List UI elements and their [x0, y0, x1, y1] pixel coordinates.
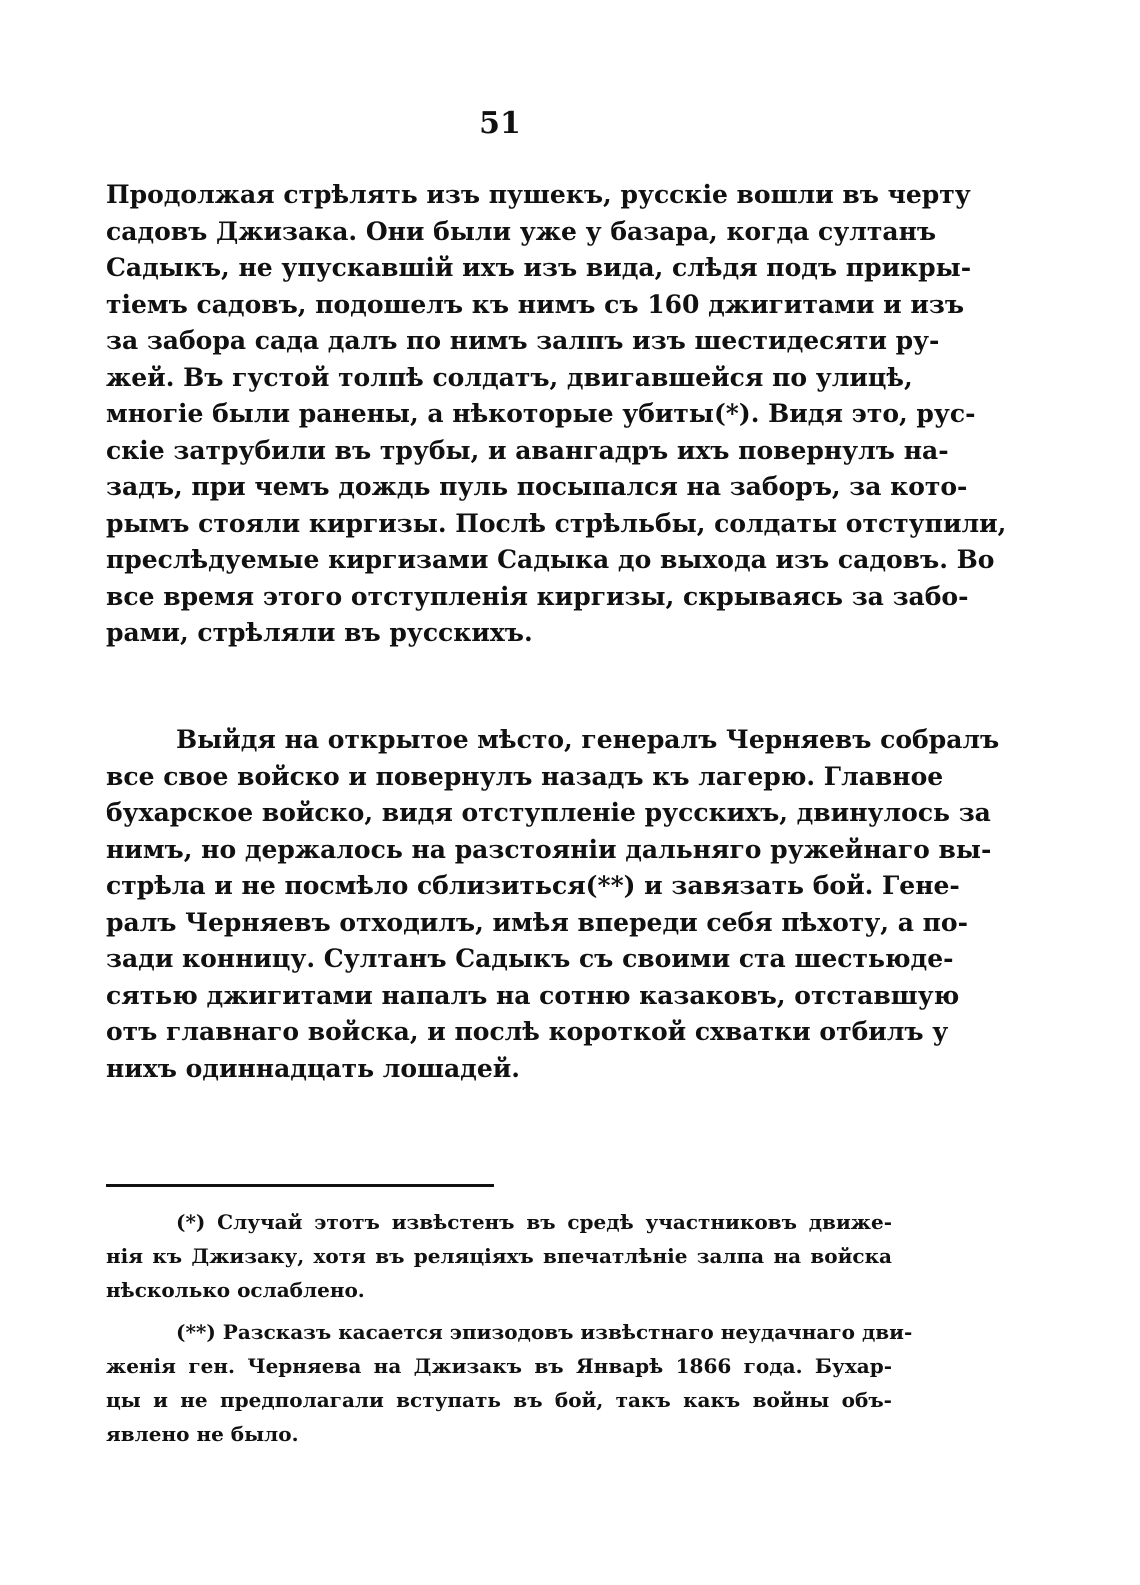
footnote-line: (*) Случай этотъ извѣстенъ въ средѣ участниковъ движе- — [176, 1210, 892, 1234]
text-line: сятью джигитами напалъ на сотню казаковъ, отставшую — [106, 980, 960, 1010]
footnote-line: нія къ Джизаку, хотя въ реляціяхъ впечатлѣніе залпа на войска — [106, 1244, 892, 1268]
footnote-line: (**) Разсказъ касается эпизодовъ извѣстнаго неудачнаго дви- — [176, 1320, 913, 1344]
text-line: Выйдя на открытое мѣсто, генералъ Черняевъ собралъ — [176, 725, 1000, 754]
text-line: жей. Въ густой толпѣ солдатъ, двигавшейся по улицѣ, — [106, 362, 913, 392]
paragraph-1 — [106, 177, 1007, 652]
footnote-divider — [106, 1184, 494, 1187]
text-line: зади конницу. Султанъ Садыкъ съ своими ста шестьюде- — [106, 944, 954, 973]
text-line: нихъ одиннадцать лошадей. — [106, 1053, 520, 1083]
text-line: ралъ Черняевъ отходилъ, имѣя впереди себя пѣхоту, а по- — [106, 907, 968, 937]
text-line: садовъ Джизака. Они были уже у базара, когда султанъ — [106, 216, 937, 246]
text-line: рымъ стояли киргизы. Послѣ стрѣльбы, солдаты отступили, — [106, 508, 1007, 538]
footnote-line: женія ген. Черняева на Джизакъ въ Январѣ 1866 года. Бухар- — [106, 1354, 892, 1378]
text-line: отъ главнаго войска, и послѣ короткой схватки отбилъ у — [106, 1017, 949, 1046]
footnote-line: явлено не было. — [106, 1422, 299, 1446]
text-line: задъ, при чемъ дождь пуль посыпался на заборъ, за кото- — [106, 472, 968, 501]
text-line: скіе затрубили въ трубы, и авангадръ ихъ повернулъ на- — [106, 435, 949, 465]
footnote-2 — [106, 1315, 913, 1451]
text-line: многіе были ранены, а нѣкоторые убиты(*). Видя это, рус- — [106, 399, 976, 428]
text-line: стрѣла и не посмѣло сблизиться(**) и завязать бой. Гене- — [106, 871, 960, 900]
text-line: рами, стрѣляли въ русскихъ. — [106, 618, 533, 647]
page-number: 51 — [479, 106, 521, 141]
text-line: нимъ, но держалось на разстояніи дальняго ружейнаго вы- — [106, 834, 992, 864]
text-line: тіемъ садовъ, подошелъ къ нимъ съ 160 джигитами и изъ — [106, 289, 965, 319]
text-line: Садыкъ, не упускавшій ихъ изъ вида, слѣдя подъ прикры- — [106, 253, 972, 282]
text-line: за забора сада далъ по нимъ залпъ изъ шестидесяти ру- — [106, 326, 940, 355]
footnote-line: нѣсколько ослаблено. — [106, 1278, 365, 1302]
text-line: все свое войско и повернулъ назадъ къ лагерю. Главное — [106, 761, 944, 791]
text-line: все время этого отступленія киргизы, скрываясь за забо- — [106, 581, 969, 611]
text-line: бухарское войско, видя отступленіе русскихъ, двинулось за — [106, 798, 991, 827]
footnote-1 — [106, 1205, 892, 1307]
text-line: преслѣдуемые киргизами Садыка до выхода изъ садовъ. Во — [106, 545, 995, 574]
text-line: Продолжая стрѣлять изъ пушекъ, русскіе вошли въ черту — [106, 180, 971, 209]
footnote-line: цы и не предполагали вступать въ бой, такъ какъ войны объ- — [106, 1388, 892, 1412]
paragraph-2 — [106, 722, 1000, 1087]
